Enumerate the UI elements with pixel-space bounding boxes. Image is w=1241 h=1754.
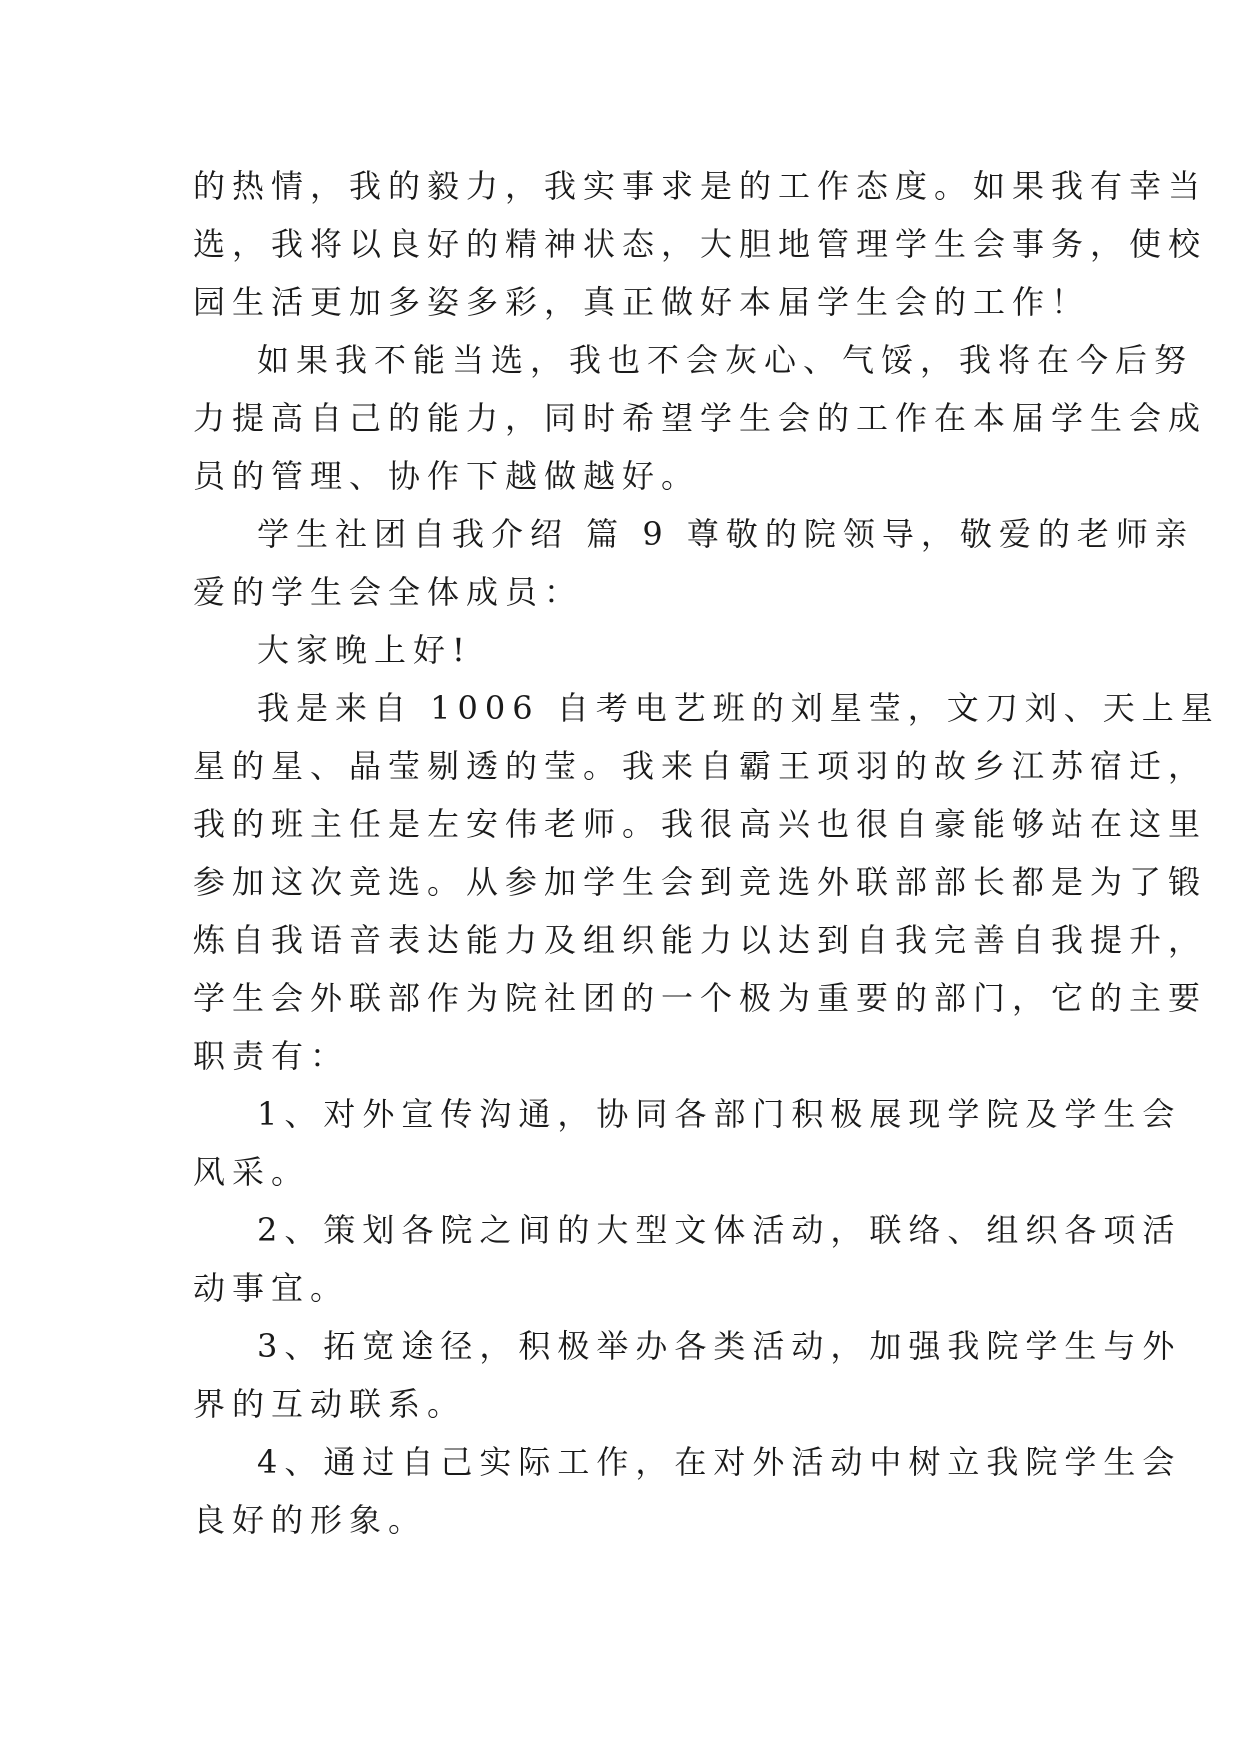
text-line: 1、对外宣传沟通，协同各部门积极展现学院及学生会 bbox=[257, 1095, 1182, 1133]
text-line: 炼自我语音表达能力及组织能力以达到自我完善自我提升， bbox=[193, 921, 1208, 959]
text-line: 园生活更加多姿多彩，真正做好本届学生会的工作！ bbox=[193, 283, 1091, 321]
text-line: 动事宜。 bbox=[193, 1269, 350, 1307]
text-line: 星的星、晶莹剔透的莹。我来自霸王项羽的故乡江苏宿迁， bbox=[193, 747, 1208, 785]
text-line: 3、拓宽途径，积极举办各类活动，加强我院学生与外 bbox=[257, 1327, 1182, 1365]
text-line: 如果我不能当选，我也不会灰心、气馁，我将在今后努 bbox=[257, 341, 1194, 379]
text-line: 学生社团自我介绍 篇 9 尊敬的院领导，敬爱的老师亲 bbox=[257, 515, 1194, 553]
text-line: 我是来自 1006 自考电艺班的刘星莹，文刀刘、天上星 bbox=[257, 689, 1220, 727]
text-line: 爱的学生会全体成员： bbox=[193, 573, 584, 611]
text-line: 学生会外联部作为院社团的一个极为重要的部门，它的主要 bbox=[193, 979, 1208, 1017]
text-line: 良好的形象。 bbox=[193, 1501, 428, 1539]
text-line: 风采。 bbox=[193, 1153, 311, 1191]
text-line: 的热情，我的毅力，我实事求是的工作态度。如果我有幸当 bbox=[193, 167, 1208, 205]
text-line: 2、策划各院之间的大型文体活动，联络、组织各项活 bbox=[257, 1211, 1182, 1249]
text-line: 参加这次竞选。从参加学生会到竞选外联部部长都是为了锻 bbox=[193, 863, 1208, 901]
text-line: 界的互动联系。 bbox=[193, 1385, 467, 1423]
text-line: 4、通过自己实际工作，在对外活动中树立我院学生会 bbox=[257, 1443, 1182, 1481]
text-line: 我的班主任是左安伟老师。我很高兴也很自豪能够站在这里 bbox=[193, 805, 1208, 843]
text-line: 选，我将以良好的精神状态，大胆地管理学生会事务，使校 bbox=[193, 225, 1208, 263]
text-line: 大家晚上好! bbox=[257, 631, 472, 669]
text-line: 职责有： bbox=[193, 1037, 350, 1075]
text-line: 员的管理、协作下越做越好。 bbox=[193, 457, 701, 495]
text-line: 力提高自己的能力，同时希望学生会的工作在本届学生会成 bbox=[193, 399, 1208, 437]
